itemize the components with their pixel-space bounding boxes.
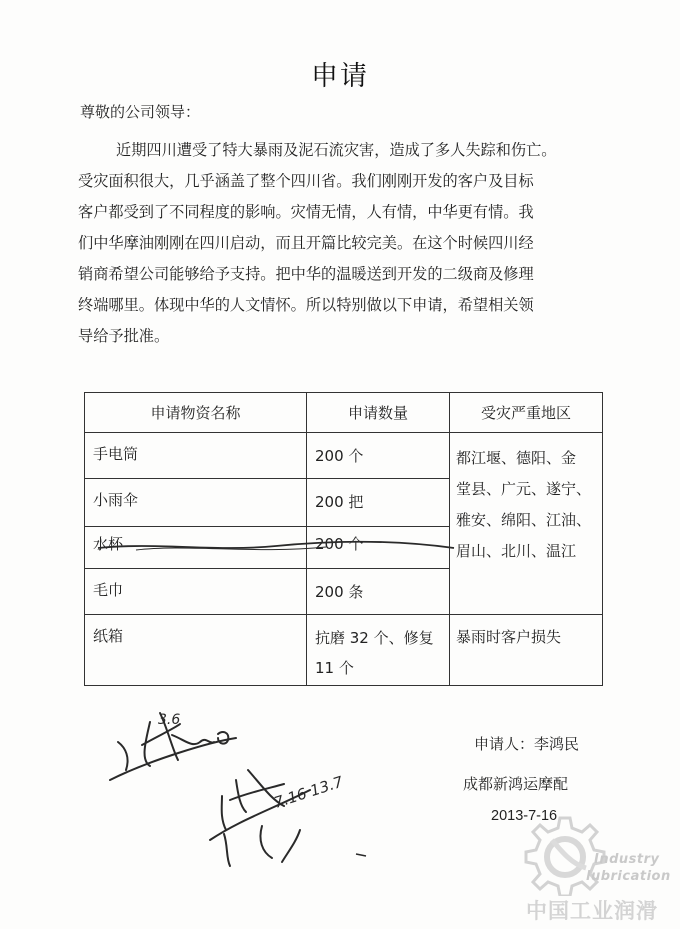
watermark-cn: 中国工业润滑 bbox=[526, 899, 658, 923]
header-region: 受灾严重地区 bbox=[450, 393, 603, 433]
table-header-row bbox=[85, 393, 603, 433]
item-name-cell: 毛巾 bbox=[85, 568, 307, 614]
quantity-cell: 200 个 bbox=[307, 526, 450, 568]
strikethrough-line bbox=[96, 532, 456, 562]
region-line: 雅安、绵阳、江油、 bbox=[456, 511, 592, 530]
body-line: 客户都受到了不同程度的影响。灾情无情，人有情，中华更有情。我 bbox=[78, 203, 534, 221]
quantity-cell: 200 条 bbox=[307, 568, 450, 614]
item-name-cell: 小雨伞 bbox=[85, 479, 307, 526]
date: 2013-7-16 bbox=[491, 808, 558, 824]
quantity-line: 11 个 bbox=[315, 659, 354, 678]
signature-mark-1 bbox=[110, 713, 236, 780]
loss-note-cell: 暴雨时客户损失 bbox=[450, 615, 603, 686]
pen-dash bbox=[356, 854, 366, 856]
company-name: 成都新鸿运摩配 bbox=[463, 775, 569, 793]
item-name-cell: 水杯 bbox=[85, 526, 307, 568]
body-line: 们中华摩油刚刚在四川启动，而且开篇比较完美。在这个时候四川经 bbox=[78, 234, 534, 252]
region-line: 堂县、广元、遂宁、 bbox=[456, 480, 592, 499]
header-item-name: 申请物资名称 bbox=[85, 393, 307, 433]
quantity-line: 抗磨 32 个、修复 bbox=[315, 629, 434, 648]
quantity-cell: 200 把 bbox=[307, 479, 450, 526]
letter-body bbox=[78, 135, 618, 352]
quantity-cell: 200 个 bbox=[307, 433, 450, 479]
body-line: 受灾面积很大，几乎涵盖了整个四川省。我们刚刚开发的客户及目标 bbox=[78, 172, 534, 190]
table-row bbox=[85, 615, 603, 686]
item-name-cell: 手电筒 bbox=[85, 433, 307, 479]
header-quantity: 申请数量 bbox=[307, 393, 450, 433]
handwritten-note-1: 3.6 bbox=[158, 712, 181, 728]
region-line: 都江堰、德阳、金 bbox=[456, 449, 577, 468]
item-name-cell: 纸箱 bbox=[85, 615, 307, 686]
region-line: 眉山、北川、温江 bbox=[456, 542, 577, 561]
applicant-label: 申请人： bbox=[474, 735, 535, 753]
document-title: 申请 bbox=[311, 61, 369, 92]
quantity-cell bbox=[307, 615, 450, 686]
body-line: 导给予批准。 bbox=[78, 327, 170, 345]
body-line: 销商希望公司能够给予支持。把中华的温暖送到开发的二级商及修理 bbox=[78, 265, 534, 283]
regions-cell bbox=[450, 433, 603, 615]
handwritten-note-2: 7.16 13.7 bbox=[271, 772, 346, 812]
table-row bbox=[85, 433, 603, 479]
salutation: 尊敬的公司领导： bbox=[80, 103, 201, 121]
body-line: 终端哪里。体现中华的人文情怀。所以特别做以下申请，希望相关领 bbox=[78, 296, 534, 314]
applicant-name: 李鸿民 bbox=[534, 735, 580, 753]
applicant-line bbox=[474, 733, 579, 754]
body-line: 近期四川遭受了特大暴雨及泥石流灾害，造成了多人失踪和伤亡。 bbox=[116, 141, 557, 159]
signature-mark-2 bbox=[210, 770, 310, 866]
watermark-line-1: Industry bbox=[594, 852, 660, 867]
watermark-line-2: lubrication bbox=[586, 869, 671, 884]
industry-lubrication-watermark bbox=[510, 812, 680, 929]
